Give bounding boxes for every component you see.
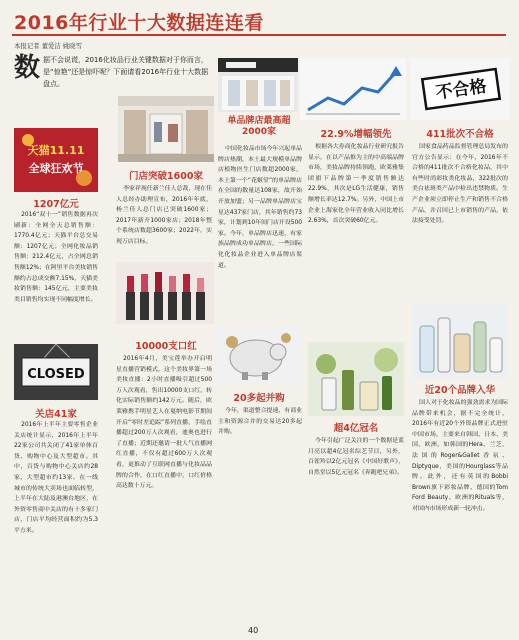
section-body-1207: 2016“双十一”销售数据再次刷新：全网全天总销售额：1770.4亿元；天猫平台总交易额：1207亿元；全网化妆品销售额：212.4亿元，占全网总销售额12%；在阿里平台美妆销售额约占总成交额7.15%，天猫美妆销售额：145亿元，主要美妆类目销售均实现不同幅度增长。 [14,212,98,303]
section-heading-unqualified: 411批次不合格 [426,129,494,140]
section-heading-brands: 近20个品牌入华 [424,385,496,396]
section-body-single-brand: 中国化妆品市场今年兴起单品牌店热潮，本土最大规模单品牌店植物医生门店数超2000家，本土第一个“花姬堂”的单品牌店在全国的数量达108家，故开始开放加盟；另一品牌单品牌店宝星达437家门店，其年销售约73家，计划到10年间门店开设500家。今年，单品牌店迅速，有家族品牌成功单品牌店，一些国际化化妆品企业进入单品牌店渠道。 [218,146,302,269]
section-heading-growth: 22.9%增幅领先 [320,129,392,140]
section-heading-mergers: 20多起并购 [233,393,285,404]
skincare-products-photo [308,342,404,416]
cosmetic-bottles-photo [412,304,508,378]
section-heading-single-brand-text: 单品牌店最高超2000家 [227,116,291,137]
page-title: 2016年行业十大数据连连看 [14,12,264,34]
intro-paragraph [14,54,210,90]
tmall-photo-line1: 天猫11.11 [27,144,85,157]
closed-sign-text: CLOSED [27,367,85,382]
section-body-unqualified: 国家食品药品监督管理总局发布的官方公告显示：在今年，2016年不合格的411批次不合格化妆品，其中有些时尚彩妆类化妆品，322批次的美白祛斑类产品中检出违禁物质。生产企业须立即停止生产和销售不合格产品，并召回已上市销售的产品，依法接受处罚。 [412,144,508,225]
section-heading-1207: 1207亿元 [33,199,79,210]
section-heading-sponsorship: 超4亿冠名 [333,423,379,434]
section-body-brands: 国人对于化妆品的强劲需求为国际品牌带来机会，据不完全统计，2016年有近20个外资品牌正式进驻中国市场，主要来自韩国、日本、美国、欧洲，如韩国的Hera、兰芝，法国的Roger&Gallet香氛、Diptyque，美国的Hourglass等品牌。此外，还有英国的Bobbi Brown旗下彩妆品牌、德国的Tom Ford Beauty、欧洲的Rituals等，对国内市场形成新一轮冲击。 [412,400,508,512]
section-body-stores: 李家祥现任新兰佳人总裁，现在佳人总经办助理宣布，2016年年底，杨兰佳人总门店已突破1600家；2017年新开1000家店；2018年整个系统店数超3600家；2022年，实现万店目标。 [116,186,212,245]
lipstick-photo [116,262,214,324]
merger-graphic [216,326,302,384]
closed-sign-photo [14,344,98,400]
section-heading-lipstick: 10000支口红 [135,341,197,352]
tmall-photo-line2: 全球狂欢节 [28,162,84,175]
title-rule [12,34,506,36]
tmall-festival-photo [14,128,98,192]
section-heading-closures: 关店41家 [35,409,77,420]
stamp-text: 不合格 [434,76,488,104]
growth-arrow-graphic [300,58,406,120]
intro-dropcap: 数 [14,53,41,83]
section-body-closures: 2016年上半年主要零售企业关店统计显示，2016年上半年22家公司共关闭了41家单体百货、购物中心及大型超市。其中，百货与购物中心关店约28家，大型超市约13家。在一线城市的传统大卖场也面临转型，上半年在大陆及港澳台地区，在外资零售商中关店的有十多家门店，门店平均经营面积约为5.3平方米。 [14,422,98,534]
section-heading-single-brand [216,116,302,138]
section-body-growth: 根据各大券商化妆品行业研究报告显示，在以产品推为主的中高端品牌市场，美妆品牌持续领跑，欧莱雅集团旗下品牌第一季度销售额达22.9%，其次是LG生活健康，销售额增长率达12.7%。另外，中国上市企业上海家化全年营业收入同比增长2.63%，首次突破60亿元。 [308,144,404,225]
byline: 本报记者 董爱洁 姚晓雪 [14,42,82,50]
storefront-photo [218,58,298,112]
unqualified-stamp-graphic [410,58,510,120]
section-body-lipstick: 2016年4月，美宝莲举办开启明星直播营销模式，这个美妆界第一场美妆直播：2小时直播吸引超过500万人次观看，售出10000支口红，转化实际销售额约142万元。随后，欧莱雅携手明星艺人在戛纳电影节期间开启“零时差追踪”系列直播，手绘直播超过200万人次观看，迪奥也进行了直播；近期还邀请一批人气直播网红直播，不仅有超过600万人次观看，更推动了互联网直播与化妆品品牌的合作，在口红直播中，口红价格高达数十万元。 [116,356,212,490]
intro-text: 据不会说谎，2016化妆品行业关键数据对于你而言，是“惊艳”还是惊吓呢？下面请看2016年行业十大数据盘点。 [43,56,209,88]
store-interior-photo [118,96,214,162]
section-body-sponsorship: 今年引起广泛关注的一个数据是蓝月亮以超4亿冠名综艺节目，另外，百雀羚以2亿元冠名《中国好歌声》，自然堂以5亿元冠名《奔跑吧兄弟》。 [308,438,404,476]
section-body-mergers: 今年，渠道整合提速，有商业主和资源合并的交易达20多起并购。 [218,408,302,436]
page-number: 40 [248,626,259,635]
section-heading-stores: 门店突破1600家 [129,171,203,182]
